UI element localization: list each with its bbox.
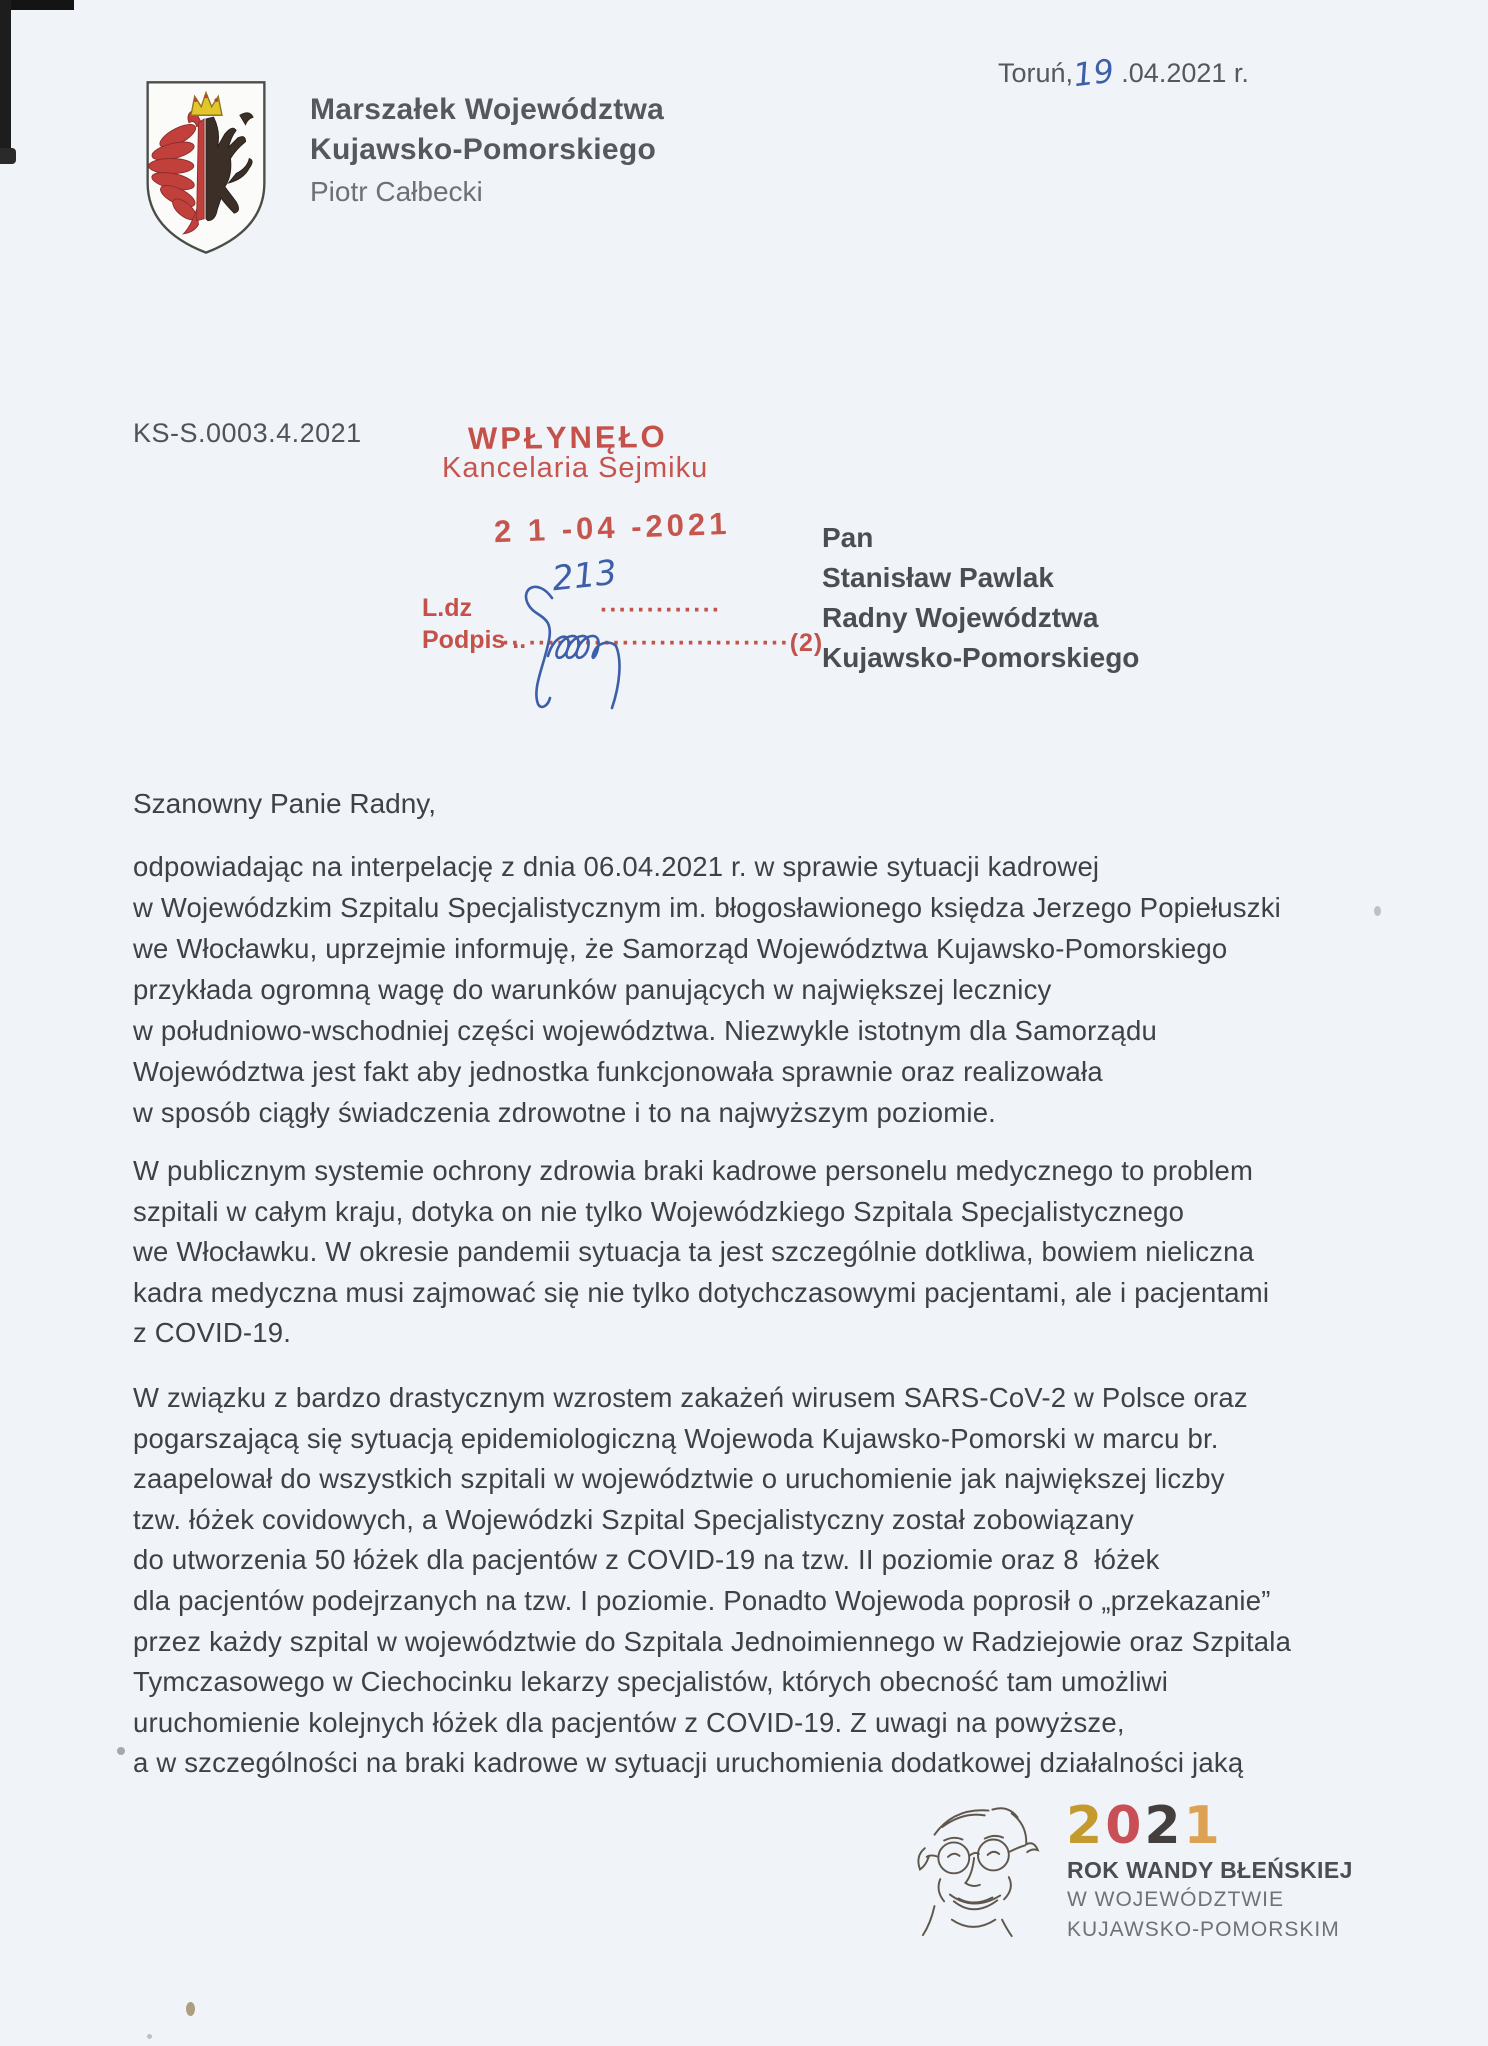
campaign-subtitle-line1: W WOJEWÓDZTWIE <box>1067 1888 1284 1911</box>
scan-artifact-top <box>0 0 74 10</box>
year-digit: 0 <box>1105 1796 1145 1856</box>
body-line: a w szczególności na braki kadrowe w sytuacji uruchomienia dodatkowej działalności jaką <box>133 1747 1244 1779</box>
recipient-name: Stanisław Pawlak <box>822 562 1054 593</box>
scan-artifact-nub <box>0 148 16 164</box>
campaign-year <box>1066 1796 1223 1856</box>
campaign-subtitle-line2: KUJAWSKO-POMORSKIM <box>1067 1918 1340 1941</box>
body-line: odpowiadając na interpelację z dnia 06.04.2021 r. w sprawie sytuacji kadrowej <box>133 851 1100 882</box>
stamp-ldz-dotted-line: ············· <box>600 596 722 624</box>
recipient-salutation: Pan <box>822 522 874 553</box>
body-line: we Włocławku. W okresie pandemii sytuacja ta jest szczególnie dotkliwa, bowiem nieliczna <box>133 1236 1255 1267</box>
stamp-received-label: WPŁYNĘŁO <box>467 418 668 457</box>
body-line: w południowo-wschodniej części województwa. Niezwykle istotnym dla Samorządu <box>133 1015 1157 1046</box>
scan-speck <box>1374 906 1381 916</box>
body-line: w Wojewódzkim Szpitalu Specjalistycznym im. błogosławionego księdza Jerzego Popiełuszki <box>133 892 1281 923</box>
body-line: tzw. łóżek covidowych, a Wojewódzki Szpital Specjalistyczny został zobowiązany <box>133 1503 1134 1535</box>
sender-title-line1: Marszałek Województwa <box>310 93 665 126</box>
sender-name: Piotr Całbecki <box>310 176 483 207</box>
body-line: uruchomienie kolejnych łóżek dla pacjentów z COVID-19. Z uwagi na powyższe, <box>133 1706 1125 1738</box>
reference-number: KS-S.0003.4.2021 <box>133 418 362 448</box>
city-label: Toruń, <box>998 58 1074 88</box>
date-rest: .04.2021 r. <box>1121 58 1249 88</box>
year-digit: 2 <box>1144 1796 1184 1856</box>
body-line: szpitali w całym kraju, dotyka on nie tylko Wojewódzkiego Szpitala Specjalistycznego <box>133 1195 1185 1227</box>
paragraph-1 <box>133 846 1281 1133</box>
paragraph-2 <box>133 1151 1269 1354</box>
scan-artifact-left-bar <box>0 0 11 160</box>
recipient-role-line1: Radny Województwa <box>822 602 1099 633</box>
body-line: pogarszającą się sytuacją epidemiologiczną Wojewoda Kujawsko-Pomorski w marcu br. <box>133 1422 1219 1454</box>
stamp-office-label: Kancelaria Sejmiku <box>442 452 709 484</box>
stamp-date: 2 1 -04 -2021 <box>493 505 731 550</box>
recipient-role-line2: Kujawsko-Pomorskiego <box>822 642 1140 673</box>
body-line: w sposób ciągły świadczenia zdrowotne i to na najwyższym poziomie. <box>133 1097 997 1128</box>
body-line: do utworzenia 50 łóżek dla pacjentów z COVID-19 na tzw. II poziomie oraz 8 łóżek <box>133 1544 1160 1576</box>
body-line: przez każdy szpital w województwie do Szpitala Jednoimiennego w Radziejowie oraz Szpitala <box>133 1625 1292 1657</box>
body-line: we Włocławku, uprzejmie informuję, że Samorząd Województwa Kujawsko-Pomorskiego <box>133 933 1228 964</box>
stamp-ldz-label: L.dz <box>422 594 472 622</box>
stamp-signature-label: Podpis .. <box>422 626 527 654</box>
body-line: dla pacjentów podejrzanych na tzw. I poziomie. Ponadto Wojewoda poprosił o „przekazanie” <box>133 1584 1271 1616</box>
scan-speck <box>147 2034 152 2039</box>
paragraph-3 <box>133 1378 1291 1784</box>
scan-speck <box>117 1747 125 1755</box>
body-line: Tymczasowego w Ciechocinku lekarzy specjalistów, których obecność tam umożliwi <box>133 1666 1169 1698</box>
year-digit: 2 <box>1066 1796 1106 1856</box>
handwritten-ldz-number: 213 <box>550 552 619 600</box>
body-line: kadra medyczna musi zajmować się nie tylko dotychczasowymi pacjentami, ale i pacjentami <box>133 1276 1270 1308</box>
campaign-title: ROK WANDY BŁEŃSKIEJ <box>1067 1857 1353 1883</box>
body-line: z COVID-19. <box>133 1317 292 1348</box>
sender-title-line2: Kujawsko-Pomorskiego <box>310 133 657 166</box>
recipient-block <box>822 518 1139 678</box>
body-line: W związku z bardzo drastycznym wzrostem zakażeń wirusem SARS-CoV-2 w Polsce oraz <box>133 1382 1248 1413</box>
city-date-line <box>998 51 1249 95</box>
body-line: zaapelował do wszystkich szpitali w województwie o uruchomienie jak największej liczby <box>133 1463 1225 1495</box>
year-digit: 1 <box>1183 1796 1223 1856</box>
scan-speck <box>186 2002 195 2016</box>
body-line: przykłada ogromną wagę do warunków panujących w największej lecznicy <box>133 974 1052 1005</box>
body-line: W publicznym systemie ochrony zdrowia braki kadrowe personelu medycznego to problem <box>133 1155 1254 1186</box>
sender-block <box>310 90 664 208</box>
wanda-blenska-portrait-sketch-icon <box>903 1798 1049 1938</box>
letter-salutation: Szanowny Panie Radny, <box>133 788 436 819</box>
stamp-signature-dotted-line: ·· ····························(2) <box>502 629 824 657</box>
body-line: Województwa jest fakt aby jednostka funkcjonowała sprawnie oraz realizowała <box>133 1056 1103 1087</box>
coat-of-arms-icon <box>142 77 270 257</box>
handwritten-signature <box>508 560 748 710</box>
handwritten-day: 19 <box>1071 51 1117 95</box>
